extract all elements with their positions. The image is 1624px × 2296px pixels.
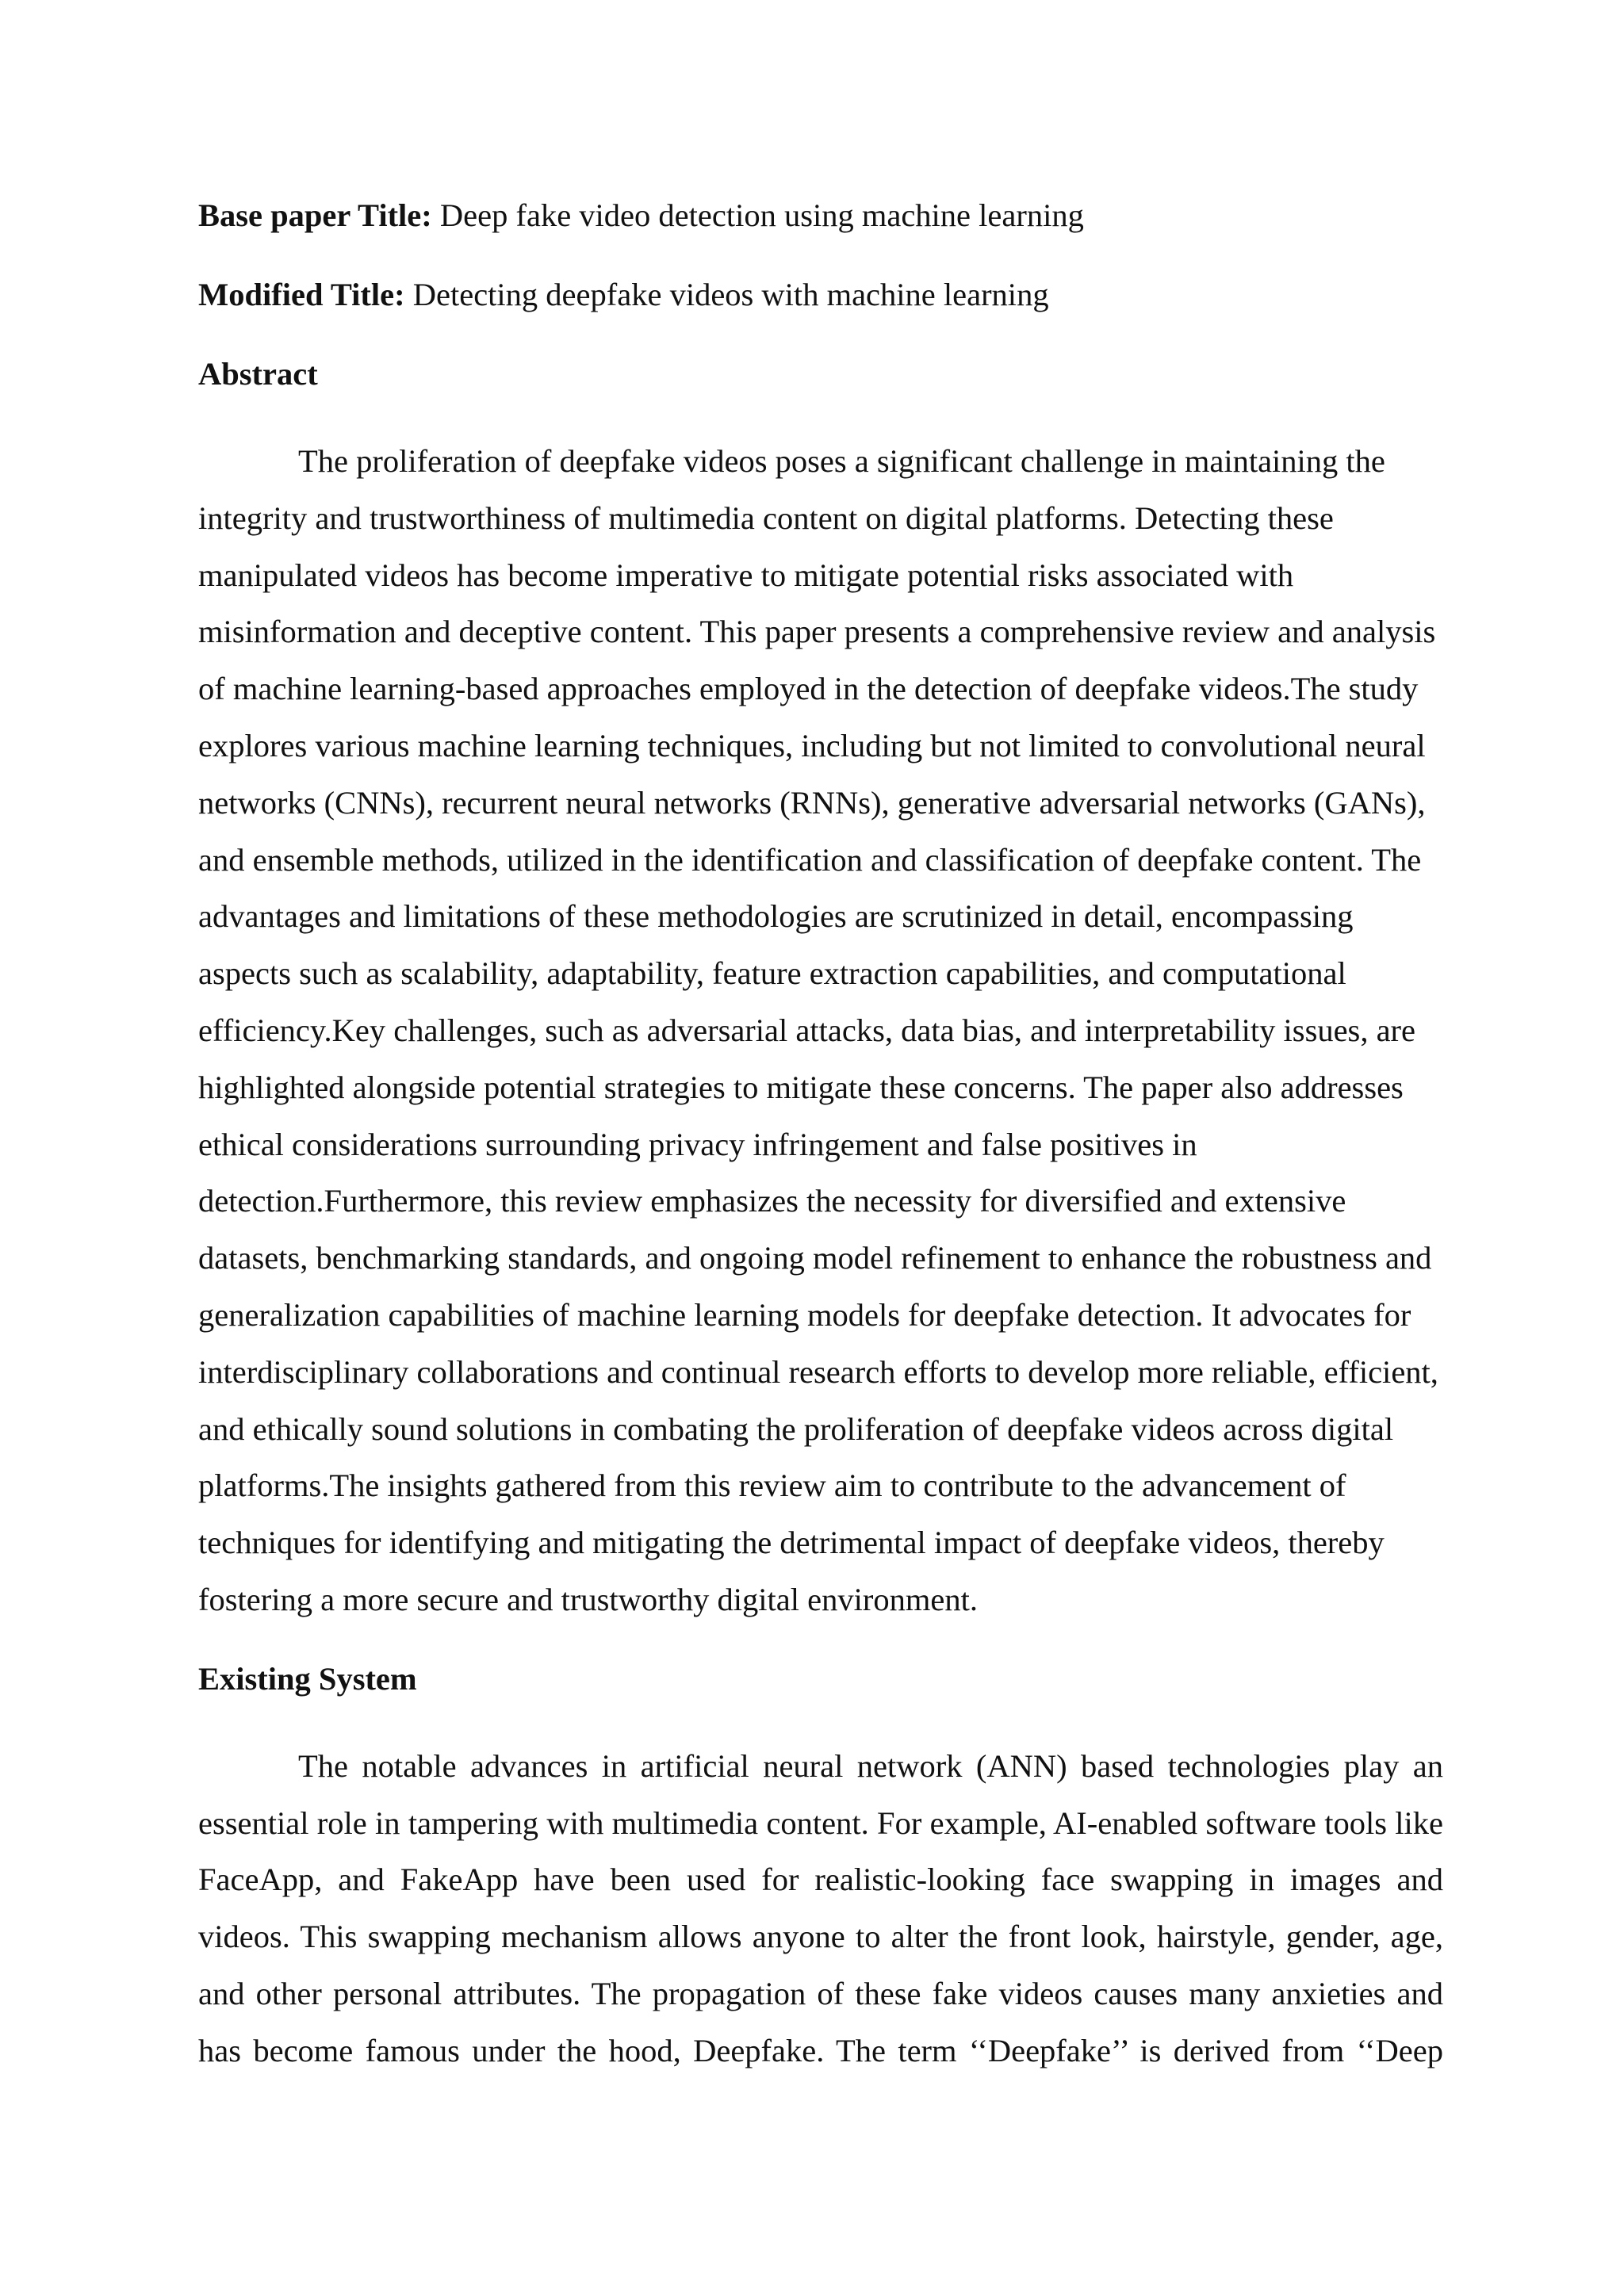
base-paper-title-label: Base paper Title:	[198, 197, 432, 233]
abstract-heading: Abstract	[198, 356, 318, 392]
existing-system-paragraph: The notable advances in artificial neural network (ANN) based technologies play an essential role in tampering with multimedia content. For example, AI-enabled software tools like FaceApp, and FakeApp have been used for realistic-looking face swapping in images and videos. This swapping mechanism allows anyone to alter the front look, hairstyle, gender, age, and other personal attributes. The propagation of these fake videos causes many anxieties and has become famous under the hood, Deepfake. The term ‘‘Deepfake’’ is derived from ‘‘Deep	[198, 1747, 1443, 2068]
base-paper-title	[198, 195, 1443, 236]
base-paper-title-text: Deep fake video detection using machine learning	[431, 197, 1084, 233]
modified-title	[198, 274, 1443, 316]
modified-title-label: Modified Title:	[198, 277, 405, 312]
modified-title-text: Detecting deepfake videos with machine learning	[404, 277, 1049, 312]
document-page	[198, 195, 1443, 2080]
abstract-paragraph: The proliferation of deepfake videos poses a significant challenge in maintaining the integrity and trustworthiness of multimedia content on digital platforms. Detecting these manipulated videos has become imperative to mitigate potential risks associated with misinformation and deceptive content. This paper presents a comprehensive review and analysis of machine learning-based approaches employed in the detection of deepfake videos.The study explores various machine learning techniques, including but not limited to convolutional neural networks (CNNs), recurrent neural networks (RNNs), generative adversarial networks (GANs), and ensemble methods, utilized in the identification and classification of deepfake content. The advantages and limitations of these methodologies are scrutinized in detail, encompassing aspects such as scalability, adaptability, feature extraction capabilities, and computational efficiency.Key challenges, such as adversarial attacks, data bias, and interpretability issues, are highlighted alongside potential strategies to mitigate these concerns. The paper also addresses ethical considerations surrounding privacy infringement and false positives in detection.Furthermore, this review emphasizes the necessity for diversified and extensive datasets, benchmarking standards, and ongoing model refinement to enhance the robustness and generalization capabilities of machine learning models for deepfake detection. It advocates for interdisciplinary collaborations and continual research efforts to develop more reliable, efficient, and ethically sound solutions in combating the proliferation of deepfake videos across digital platforms.The insights gathered from this review aim to contribute to the advancement of techniques for identifying and mitigating the detrimental impact of deepfake videos, thereby fostering a more secure and trustworthy digital environment.	[198, 443, 1438, 1617]
existing-system-heading: Existing System	[198, 1660, 417, 1697]
